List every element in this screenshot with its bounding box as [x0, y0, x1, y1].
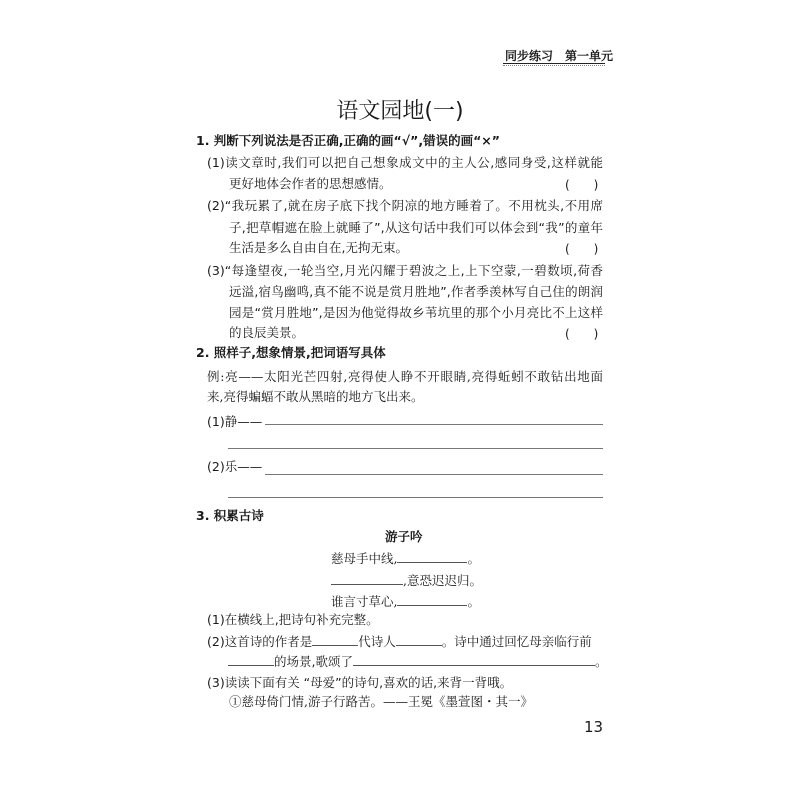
poem-blank[interactable]	[397, 593, 467, 606]
q2-item-2-label: (2)乐——	[207, 459, 263, 474]
answer-blank-2[interactable]: ( )	[565, 242, 599, 256]
dynasty-blank[interactable]	[312, 633, 358, 646]
running-header: 同步练习 第一单元	[505, 49, 614, 63]
poem-blank[interactable]	[397, 550, 467, 563]
q1-item-2-line: (2)“我玩累了,就在房子底下找个阴凉的地方睡着了。不用枕头,不用席	[207, 198, 603, 213]
q2-example-line: 例:亮——太阳光芒四射,亮得使人睁不开眼睛,亮得蚯蚓不敢钻出地面	[207, 369, 603, 384]
q3-sub-2-line-2	[228, 653, 608, 670]
q3-sub-1: (1)在横线上,把诗句补充完整。	[207, 612, 379, 627]
question-1-heading: 1. 判断下列说法是否正确,正确的画“√”,错误的画“×”	[196, 133, 500, 148]
poem-quote: ①慈母倚门情,游子行路苦。——王冕《墨萱图・其一》	[229, 694, 533, 709]
question-3-heading: 3. 积累古诗	[196, 508, 264, 523]
scene-blank[interactable]	[228, 653, 274, 666]
q3-sub-2-text: 。	[594, 654, 608, 669]
poem-title: 游子吟	[385, 529, 423, 544]
poem-line-text: ,意恐迟迟归。	[403, 573, 482, 588]
poem-line-2	[331, 572, 482, 589]
poem-line-text: 慈母手中线,	[331, 551, 398, 566]
poem-blank[interactable]	[331, 572, 403, 585]
q1-item-2-line: 子,把草帽遮在脸上就睡了”,从这句话中我们可以体会到“我”的童年	[229, 220, 603, 235]
header-rule	[503, 63, 605, 64]
q2-item-1-answer-line[interactable]	[265, 424, 603, 425]
header-rule-dotted	[503, 65, 605, 66]
q3-sub-2-line-1	[207, 633, 592, 650]
praise-blank[interactable]	[353, 653, 595, 666]
q1-item-3-line: 的良辰美景。	[229, 325, 305, 340]
q1-item-3-line: 远溢,宿鸟幽鸣,真不能不说是赏月胜地”,作者季羡林写自己住的朗润	[229, 284, 603, 299]
q2-item-1-label: (1)静——	[207, 414, 263, 429]
page-number: 13	[584, 718, 604, 736]
poem-line-text: 。	[467, 551, 480, 566]
q1-item-3-line: 园是“赏月胜地”,是因为他觉得故乡苇坑里的那个小月亮比不上这样	[229, 305, 603, 320]
q3-sub-2-text: 代诗人	[358, 634, 396, 649]
q3-sub-3: (3)读读下面有关 “母爱”的诗句,喜欢的话,来背一背哦。	[207, 675, 513, 690]
q2-item-2-answer-line[interactable]	[265, 474, 603, 475]
q2-item-2-answer-line-2[interactable]	[228, 497, 603, 498]
poem-line-text: 谁言寸草心,	[331, 594, 398, 609]
q2-example-line: 来,亮得蝙蝠不敢从黑暗的地方飞出来。	[207, 389, 424, 404]
page-title: 语文园地(一)	[336, 99, 464, 124]
question-2-heading: 2. 照样子,想象情景,把词语写具体	[196, 345, 386, 360]
poem-line-1	[331, 550, 480, 567]
q3-sub-2-text: 的场景,歌颂了	[274, 654, 353, 669]
q1-item-1-line: 更好地体会作者的思想感情。	[229, 176, 392, 191]
q1-item-3-line: (3)“每逢望夜,一轮当空,月光闪耀于碧波之上,上下空蒙,一碧数顷,荷香	[207, 263, 603, 278]
answer-blank-3[interactable]: ( )	[565, 327, 599, 341]
q3-sub-2-text: 。诗中通过回忆母亲临行前	[441, 634, 592, 649]
poet-blank[interactable]	[396, 633, 442, 646]
poem-line-text: 。	[467, 594, 480, 609]
q1-item-1-line: (1)读文章时,我们可以把自己想象成文中的主人公,感同身受,这样就能	[207, 155, 603, 170]
q1-item-2-line: 生活是多么自由自在,无拘无束。	[229, 240, 408, 255]
answer-blank-1[interactable]: ( )	[565, 178, 599, 192]
q2-item-1-answer-line-2[interactable]	[228, 448, 603, 449]
q3-sub-2-text: (2)这首诗的作者是	[207, 634, 313, 649]
poem-line-3	[331, 593, 480, 610]
